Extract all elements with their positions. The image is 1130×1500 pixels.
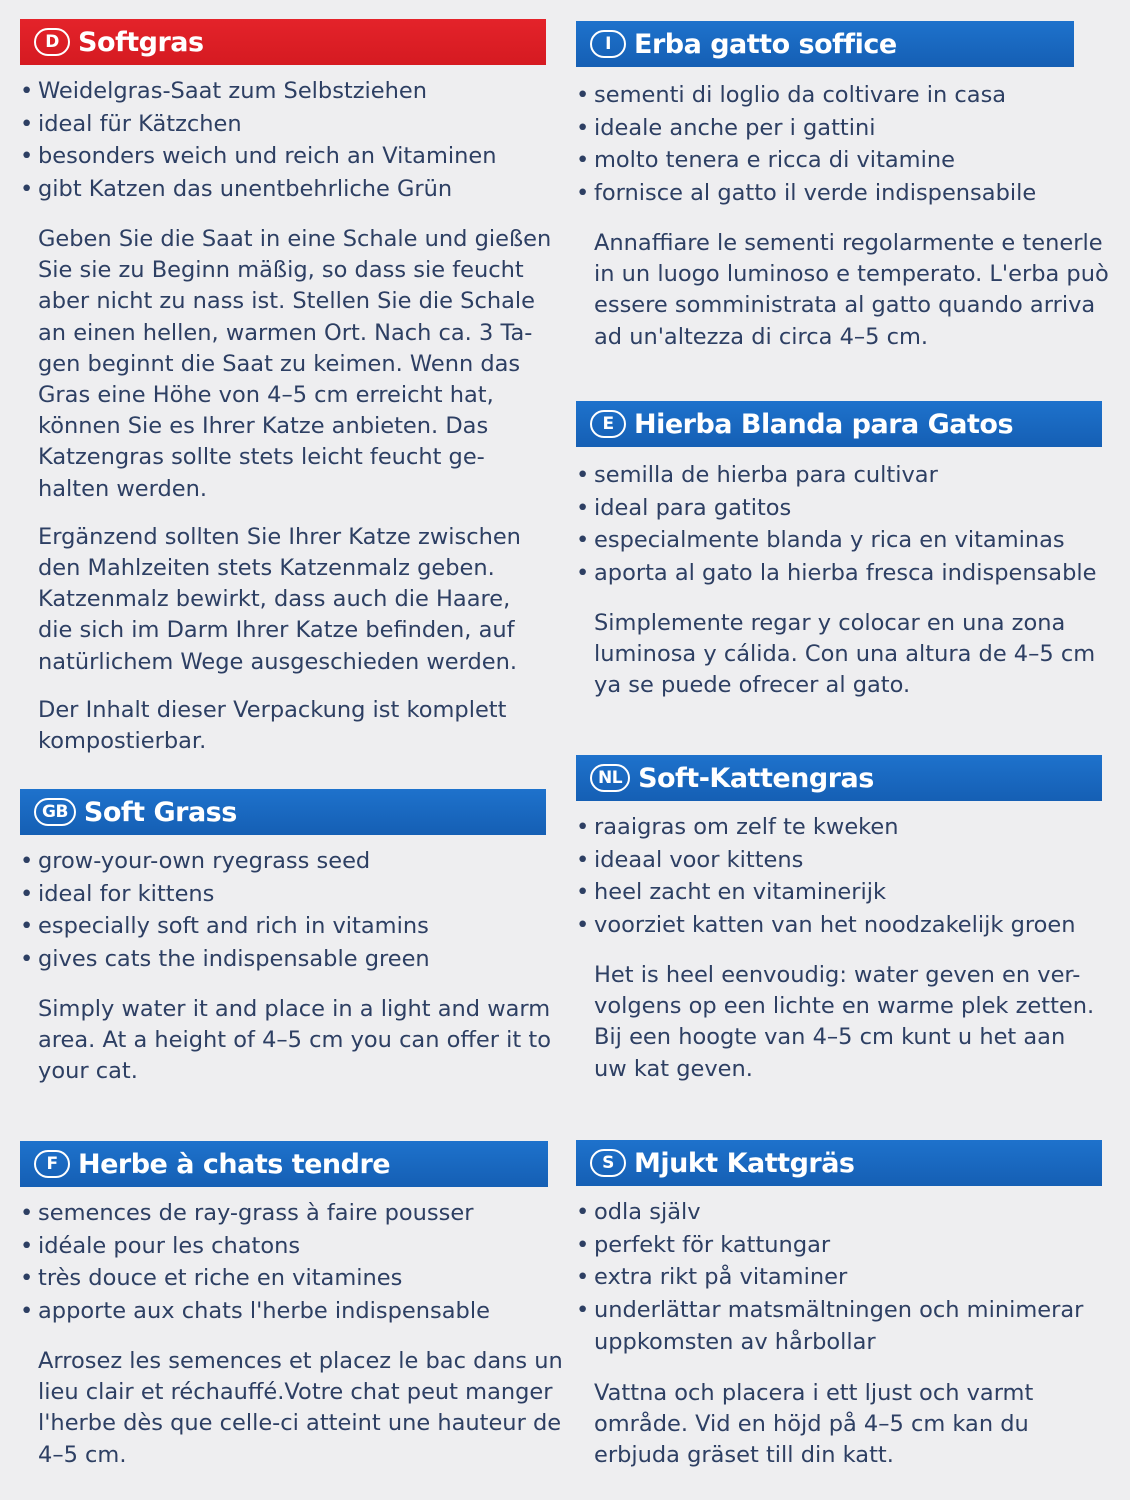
bullet-item: • perfekt för kattungar (576, 1229, 1102, 1262)
bullet-item: • Weidelgras-Saat zum Selbstziehen (20, 75, 546, 108)
bullet-item: • gibt Katzen das unentbehrliche Grün (20, 173, 546, 206)
paragraph-line: Katzengras sollte stets leicht feucht ge- (38, 444, 485, 471)
paragraph-line: lieu clair et réchauffé.Votre chat peut manger (38, 1379, 553, 1406)
bullet-item: • apporte aux chats l'herbe indispensable (20, 1295, 548, 1328)
language-badge: E (590, 410, 626, 438)
paragraph-line: Simply water it and place in a light and warm (38, 996, 551, 1022)
paragraph (20, 224, 552, 505)
section-header (576, 401, 1102, 447)
paragraph-line: Katzenmalz bewirkt, dass auch die Haare, (38, 586, 511, 613)
language-badge: F (34, 1150, 70, 1178)
section-fr (20, 1141, 563, 1471)
section-nl (576, 755, 1102, 1085)
bullet-item: • molto tenera e ricca di vitamine (576, 144, 1074, 177)
paragraph-line: Der Inhalt dieser Verpackung ist komplett (38, 696, 507, 723)
bullet-item: • ideal für Kätzchen (20, 108, 546, 141)
section-se (576, 1140, 1102, 1471)
paragraph (576, 960, 1102, 1085)
paragraph-line: Vattna och placera i ett ljust och varmt (594, 1379, 1034, 1406)
section-gb (20, 789, 551, 1088)
paragraph-line: die sich im Darm Ihrer Katze befinden, auf (38, 617, 515, 644)
paragraph-line: gen beginnt die Saat zu keimen. Wenn das (38, 350, 521, 377)
bullet-item: • ideaal voor kittens (576, 844, 1102, 877)
paragraph-line: Simplemente regar y colocar en una zona (594, 610, 1066, 636)
bullet-item: • très douce et riche en vitamines (20, 1262, 548, 1295)
section-header (20, 789, 546, 835)
section-de (20, 19, 552, 757)
paragraph-line: kompostierbar. (38, 728, 207, 755)
paragraph-line: aber nicht zu nass ist. Stellen Sie die Schale (38, 288, 535, 315)
bullet-item: • semences de ray-grass à faire pousser (20, 1197, 548, 1230)
bullet-item: • especially soft and rich in vitamins (20, 910, 546, 943)
section-title: Softgras (78, 26, 204, 58)
paragraph-line: Gras eine Höhe von 4–5 cm erreicht hat, (38, 382, 494, 409)
paragraph-line: erbjuda gräset till din katt. (594, 1441, 894, 1468)
section-header (20, 1141, 548, 1187)
paragraph-line: Annaffiare le sementi regolarmente e tenerle (594, 230, 1103, 256)
bullet-item: • ideale anche per i gattini (576, 112, 1074, 145)
bullet-list (20, 1197, 548, 1327)
paragraph-line: Sie sie zu Beginn mäßig, so dass sie feucht (38, 257, 524, 284)
section-title: Hierba Blanda para Gatos (634, 408, 1014, 440)
section-header (576, 1140, 1102, 1186)
paragraph-line: an einen hellen, warmen Ort. Nach ca. 3 Ta- (38, 319, 533, 346)
bullet-item: • heel zacht en vitaminerijk (576, 876, 1102, 909)
bullet-list (576, 79, 1074, 209)
language-badge: GB (34, 798, 76, 826)
bullet-item: • extra rikt på vitaminer (576, 1261, 1102, 1294)
paragraph-line: område. Vid en höjd på 4–5 cm kan du (594, 1410, 1029, 1437)
section-title: Soft Grass (83, 796, 237, 828)
paragraph-line: luminosa y cálida. Con una altura de 4–5 cm (594, 641, 1096, 668)
bullet-item: • raaigras om zelf te kweken (576, 811, 1102, 844)
bullet-item: • sementi di loglio da coltivare in casa (576, 79, 1074, 112)
language-badge: S (590, 1149, 626, 1177)
bullet-list (576, 459, 1102, 589)
section-it (576, 21, 1109, 353)
paragraph-line: your cat. (38, 1058, 138, 1085)
section-header (576, 755, 1102, 801)
bullet-list (20, 75, 546, 205)
section-title: Erba gatto soffice (634, 28, 897, 60)
language-badge: I (590, 30, 626, 58)
paragraph-line: Ergänzend sollten Sie Ihrer Katze zwischen (38, 523, 521, 550)
bullet-item: • voorziet katten van het noodzakelijk groen (576, 909, 1102, 942)
bullet-item: • semilla de hierba para cultivar (576, 459, 1102, 492)
paragraph-line: in un luogo luminoso e temperato. L'erba può (594, 261, 1109, 288)
paragraph (20, 994, 551, 1088)
bullet-list (576, 811, 1102, 941)
bullet-item: • grow-your-own ryegrass seed (20, 845, 546, 878)
paragraph-line: können Sie es Ihrer Katze anbieten. Das (38, 413, 489, 440)
bullet-item: • idéale pour les chatons (20, 1230, 548, 1263)
section-title: Herbe à chats tendre (78, 1148, 391, 1180)
paragraph (576, 228, 1109, 353)
paragraph-line: natürlichem Wege ausgeschieden werden. (38, 648, 517, 675)
paragraph (20, 522, 546, 678)
paragraph-line: area. At a height of 4–5 cm you can offer it to (38, 1027, 551, 1054)
paragraph-line: essere somministrata al gatto quando arriva (594, 292, 1096, 319)
language-badge: D (34, 28, 70, 56)
bullet-item: • gives cats the indispensable green (20, 943, 546, 976)
paragraph-line: Bij een hoogte van 4–5 cm kunt u het aan (594, 1024, 1066, 1051)
section-header (576, 21, 1074, 67)
bullet-item: • underlättar matsmältningen och minimerar uppkomsten av hårbollar (576, 1294, 1102, 1359)
bullet-item: • fornisce al gatto il verde indispensabile (576, 177, 1074, 210)
bullet-item: • especialmente blanda y rica en vitaminas (576, 524, 1102, 557)
paragraph-line: den Mahlzeiten stets Katzenmalz geben. (38, 555, 495, 582)
paragraph-line: ya se puede ofrecer al gato. (594, 672, 911, 699)
section-title: Soft-Kattengras (638, 762, 874, 794)
language-badge: NL (590, 764, 630, 792)
paragraph (20, 695, 546, 757)
bullet-item: • aporta al gato la hierba fresca indispensable (576, 557, 1102, 590)
bullet-item: • odla själv (576, 1196, 1102, 1229)
section-title: Mjukt Kattgräs (634, 1147, 855, 1179)
bullet-item: • besonders weich und reich an Vitaminen (20, 140, 546, 173)
paragraph-line: Het is heel eenvoudig: water geven en ver- (594, 962, 1081, 988)
paragraph (576, 1378, 1102, 1472)
paragraph-line: Geben Sie die Saat in eine Schale und gießen (38, 226, 552, 252)
bullet-item: • ideal for kittens (20, 878, 546, 911)
bullet-item: • ideal para gatitos (576, 492, 1102, 525)
paragraph-line: volgens op een lichte en warme plek zetten. (594, 993, 1095, 1020)
paragraph (20, 1346, 563, 1471)
paragraph-line: uw kat geven. (594, 1055, 753, 1082)
paragraph-line: halten werden. (38, 475, 208, 502)
paragraph-line: ad un'altezza di circa 4–5 cm. (594, 323, 929, 350)
paragraph-line: l'herbe dès que celle-ci atteint une hauteur de (38, 1410, 562, 1437)
paragraph (576, 608, 1102, 702)
paragraph-line: 4–5 cm. (38, 1441, 127, 1468)
bullet-list (576, 1196, 1102, 1359)
section-header (20, 19, 546, 65)
bullet-list (20, 845, 546, 975)
paragraph-line: Arrosez les semences et placez le bac dans un (38, 1348, 563, 1374)
section-es (576, 401, 1102, 702)
